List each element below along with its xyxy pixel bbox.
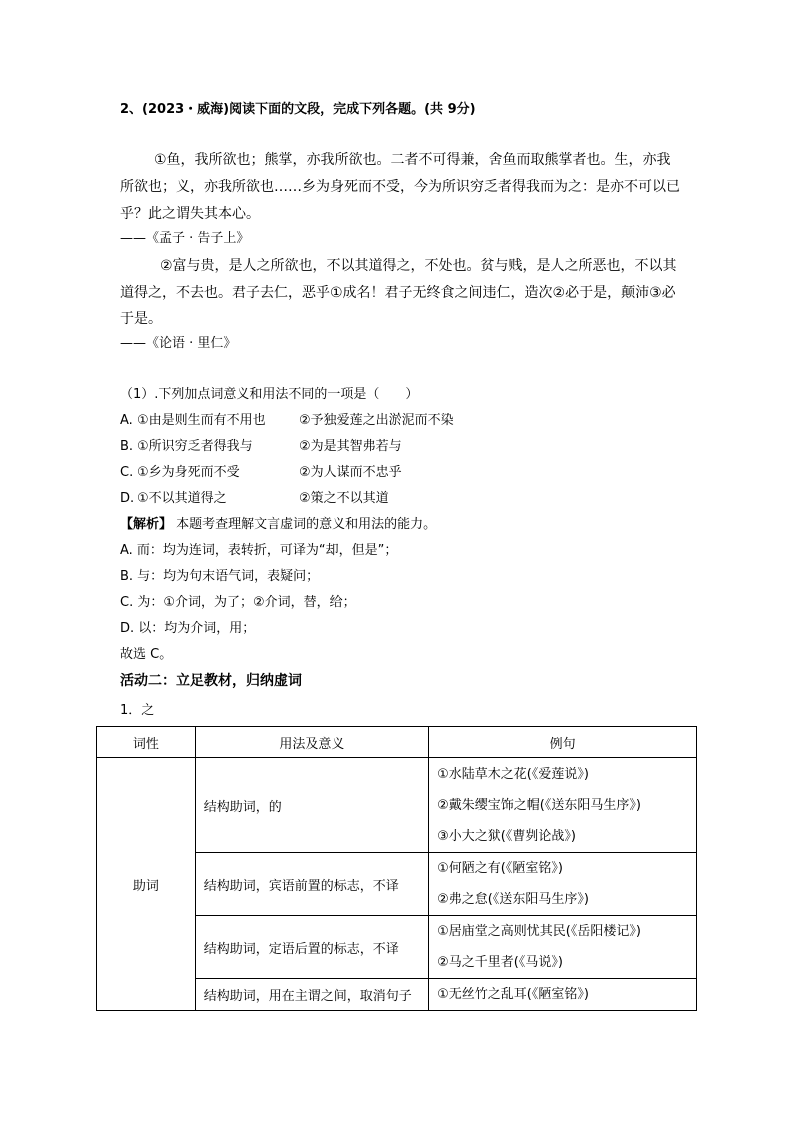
particle-table [96,726,697,1011]
header-usage: 用法及意义 [195,727,428,758]
examples-cell [429,853,697,916]
option-d-left: ①不以其道得之 [137,491,227,506]
passage-1-line-1: ①鱼，我所欲也；熊掌，亦我所欲也。二者不可得兼，舍鱼而取熊掌者也。生，亦我 [154,152,671,168]
example-sentence: ①何陋之有(《陋室铭》) [437,861,563,876]
table-row [97,758,697,853]
analysis-intro: 本题考查理解文言虚词的意义和用法的能力。 [172,517,437,532]
passage-2-line-2: 道得之，不去也。君子去仁，恶乎①成名！君子无终食之间违仁，造次②必于是，颠沛③必 [120,285,676,301]
category-cell: 助词 [97,758,196,1011]
analysis-item-a: A. 而：均为连词，表转折，可译为“却，但是”； [120,543,398,558]
example-sentence: ②戴朱缨宝饰之帽(《送东阳马生序》) [437,797,641,813]
analysis-item-c: C. 为：①介词，为了；②介词，替，给； [120,595,356,610]
passage-1-line-3: 乎？此之谓失其本心。 [120,206,260,222]
activity-title: 活动二：立足教材，归纳虚词 [120,673,302,689]
option-c-right: ②为人谋而不忠乎 [299,465,402,480]
option-d-label: D. [120,491,135,506]
analysis-item-d: D. 以：均为介词，用； [120,621,256,636]
examples-cell [429,916,697,979]
header-examples: 例句 [429,727,697,758]
option-a-right: ②予独爱莲之出淤泥而不染 [299,413,454,428]
usage-cell: 结构助词，宾语前置的标志，不译 [195,853,428,916]
option-c-left: ①乡为身死而不受 [137,465,240,480]
option-a-label: A. [120,413,133,428]
option-c-label: C. [120,465,134,480]
analysis-intro-line [120,516,436,534]
option-b-left: ①所识穷乏者得我与 [137,439,253,454]
option-d-right: ②策之不以其道 [299,491,389,506]
passage-2-line-3: 于是。 [120,311,162,327]
examples-cell [429,758,697,853]
usage-cell: 结构助词，的 [195,758,428,853]
usage-cell: 结构助词，用在主谓之间，取消句子 [195,979,428,1011]
passage-2-line-1: ②富与贵，是人之所欲也，不以其道得之，不处也。贫与贱，是人之所恶也，不以其 [160,258,677,274]
header-part-of-speech: 词性 [97,727,196,758]
examples-cell [429,979,697,1011]
question-heading: 2、(2023・威海)阅读下面的文段，完成下列各题。(共 9分) [120,102,476,117]
analysis-item-b: B. 与：均为句末语气词，表疑问； [120,569,320,584]
sub-question-stem: （1）.下列加点词意义和用法不同的一项是（ ） [120,387,419,402]
option-a-left: ①由是则生而有不用也 [137,413,266,428]
option-b-right: ②为是其智弗若与 [299,439,402,454]
example-sentence: ②马之千里者(《马说》) [437,955,563,970]
passage-2-source: ——《论语 · 里仁》 [120,336,237,351]
usage-cell: 结构助词，定语后置的标志，不译 [195,916,428,979]
example-sentence: ①无丝竹之乱耳(《陋室铭》) [437,987,589,1002]
analysis-tag: 【解析】 [120,517,173,532]
analysis-conclusion: 故选 C。 [120,647,173,662]
example-sentence: ①居庙堂之高则忧其民(《岳阳楼记》) [437,924,641,939]
passage-1-line-2: 所欲也；义，亦我所欲也……乡为身死而不受，今为所识穷乏者得我而为之：是亦不可以已 [120,179,680,195]
option-b-label: B. [120,439,134,454]
passage-1-source: ——《孟子 · 告子上》 [120,231,250,246]
example-sentence: ③小大之狱(《曹刿论战》) [437,828,576,844]
activity-item-label: 1．之 [120,703,155,718]
example-sentence: ②弗之怠(《送东阳马生序》) [437,892,589,907]
example-sentence: ①水陆草木之花(《爱莲说》) [437,766,589,782]
table-header-row [97,727,697,758]
